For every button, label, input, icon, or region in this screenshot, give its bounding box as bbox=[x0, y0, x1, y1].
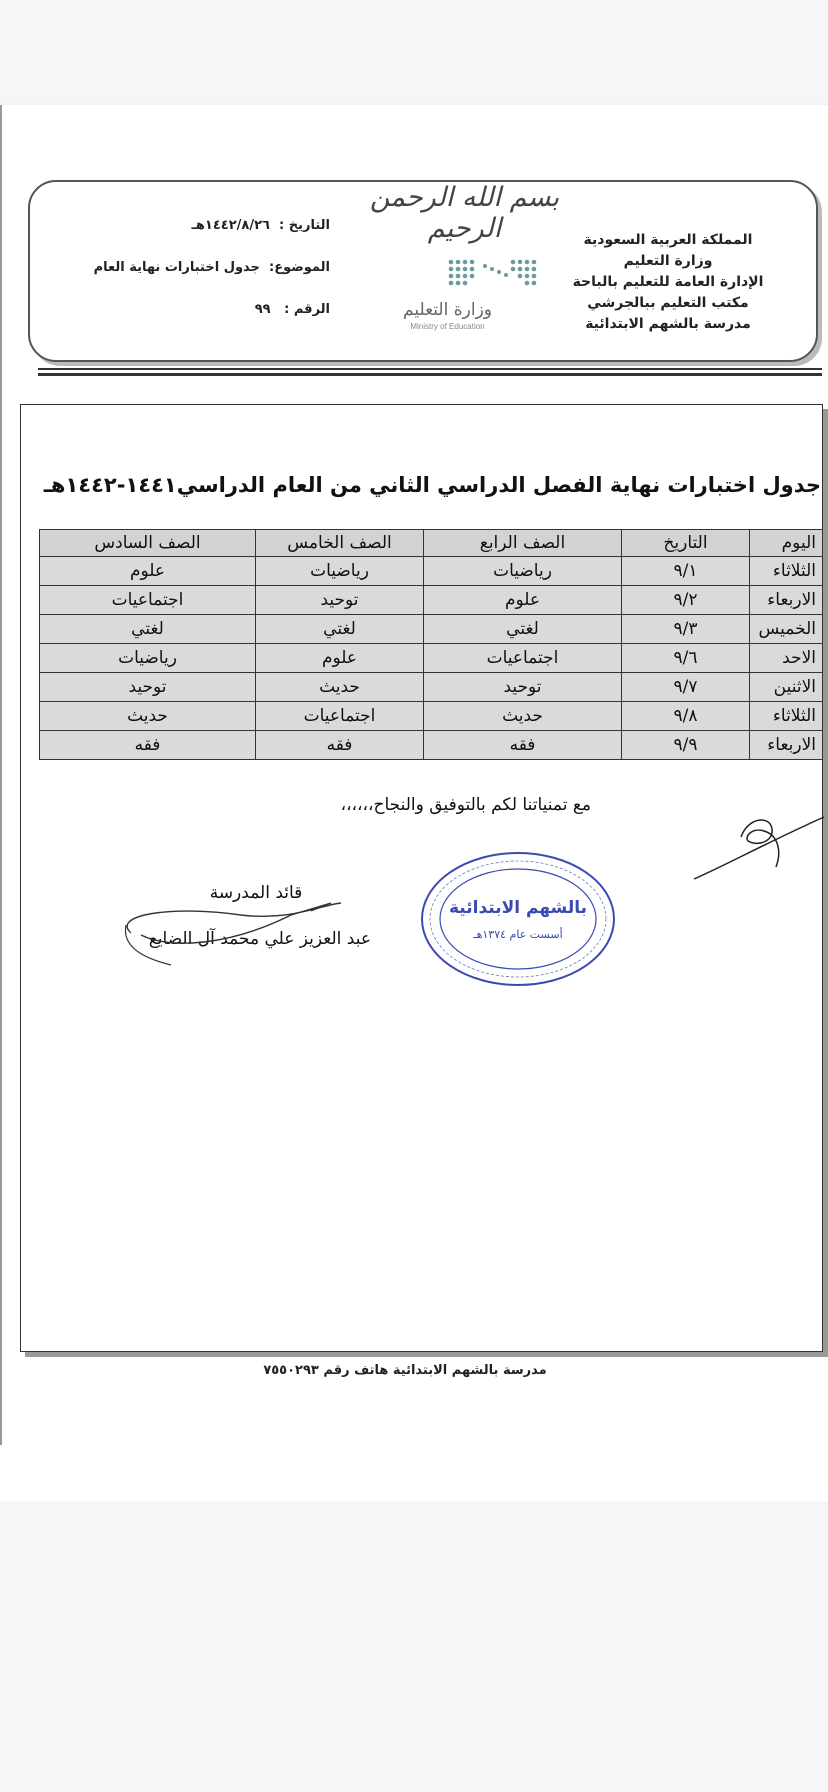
cell-grade6: فقه bbox=[40, 731, 256, 760]
date-row bbox=[90, 218, 330, 260]
date-label: التاريخ : bbox=[279, 218, 330, 233]
stamp-founded: أسست عام ١٣٧٤هـ bbox=[473, 928, 563, 941]
table-header-row bbox=[40, 530, 823, 557]
number-label: الرقم : bbox=[284, 302, 330, 317]
cell-grade6: اجتماعيات bbox=[40, 586, 256, 615]
cell-grade4: حديث bbox=[424, 702, 622, 731]
basmala: بسم الله الرحمن الرحيم bbox=[369, 182, 560, 244]
cell-grade5: رياضيات bbox=[256, 557, 424, 586]
divider bbox=[38, 368, 822, 370]
date-value: ١٤٤٢/٨/٢٦هـ bbox=[191, 218, 270, 233]
cell-date: ٩/٢ bbox=[622, 586, 750, 615]
letterhead-left bbox=[90, 218, 330, 344]
stamp-ring-icon bbox=[419, 850, 617, 988]
cell-grade5: اجتماعيات bbox=[256, 702, 424, 731]
principal-signature-icon bbox=[101, 875, 361, 980]
letterhead bbox=[28, 180, 818, 362]
ministry-name-arabic: وزارة التعليم bbox=[403, 300, 492, 320]
cell-grade5: علوم bbox=[256, 644, 424, 673]
cell-grade4: علوم bbox=[424, 586, 622, 615]
column-header-grade6: الصف السادس bbox=[40, 530, 256, 557]
cell-date: ٩/٣ bbox=[622, 615, 750, 644]
school-line: مدرسة بالشهم الابتدائية bbox=[585, 316, 751, 332]
directorate-line: الإدارة العامة للتعليم بالباحة bbox=[572, 274, 764, 290]
cell-grade4: رياضيات bbox=[424, 557, 622, 586]
table-row bbox=[40, 644, 823, 673]
initials-signature-icon bbox=[686, 797, 826, 887]
cell-date: ٩/٧ bbox=[622, 673, 750, 702]
cell-day: الاربعاء bbox=[750, 731, 823, 760]
ministry-name-english: Ministry of Education bbox=[410, 322, 485, 331]
table-row bbox=[40, 557, 823, 586]
table-row bbox=[40, 731, 823, 760]
cell-grade4: لغتي bbox=[424, 615, 622, 644]
cell-grade4: فقه bbox=[424, 731, 622, 760]
cell-date: ٩/٩ bbox=[622, 731, 750, 760]
content-frame bbox=[20, 404, 823, 1352]
page-edge bbox=[0, 105, 2, 1445]
cell-day: الثلاثاء bbox=[750, 557, 823, 586]
cell-grade5: لغتي bbox=[256, 615, 424, 644]
cell-date: ٩/٨ bbox=[622, 702, 750, 731]
country-line: المملكة العربية السعودية bbox=[583, 232, 753, 248]
cell-grade4: توحيد bbox=[424, 673, 622, 702]
cell-grade6: لغتي bbox=[40, 615, 256, 644]
document-title: جدول اختبارات نهاية الفصل الدراسي الثاني من العام الدراسي١٤٤١-١٤٤٢هـ bbox=[43, 473, 821, 497]
stamp-school-name: بالشهم الابتدائية bbox=[448, 898, 587, 918]
principal-title: قائد المدرسة bbox=[209, 883, 303, 903]
cell-day: الاحد bbox=[750, 644, 823, 673]
cell-day: الخميس bbox=[750, 615, 823, 644]
ministry-logo-icon bbox=[445, 256, 545, 290]
divider bbox=[38, 373, 822, 376]
subject-label: الموضوع: bbox=[269, 260, 330, 275]
table-row bbox=[40, 615, 823, 644]
cell-grade4: اجتماعيات bbox=[424, 644, 622, 673]
subject-value: جدول اختبارات نهاية العام bbox=[93, 260, 260, 275]
cell-grade5: فقه bbox=[256, 731, 424, 760]
cell-grade5: حديث bbox=[256, 673, 424, 702]
table-row bbox=[40, 702, 823, 731]
column-header-grade4: الصف الرابع bbox=[424, 530, 622, 557]
principal-name: عبد العزيز علي محمد آل الضايع bbox=[148, 929, 371, 949]
cell-day: الاربعاء bbox=[750, 586, 823, 615]
ministry-line: وزارة التعليم bbox=[623, 253, 713, 269]
subject-row bbox=[90, 260, 330, 302]
cell-day: الاثنين bbox=[750, 673, 823, 702]
number-value: ٩٩ bbox=[254, 302, 271, 317]
cell-grade6: حديث bbox=[40, 702, 256, 731]
exam-schedule-table bbox=[39, 529, 823, 760]
cell-grade6: توحيد bbox=[40, 673, 256, 702]
school-stamp bbox=[419, 850, 617, 988]
column-header-grade5: الصف الخامس bbox=[256, 530, 424, 557]
column-header-date: التاريخ bbox=[622, 530, 750, 557]
cell-day: الثلاثاء bbox=[750, 702, 823, 731]
column-header-day: اليوم bbox=[750, 530, 823, 557]
office-line: مكتب التعليم ببالجرشي bbox=[587, 295, 749, 311]
cell-date: ٩/١ bbox=[622, 557, 750, 586]
table-row bbox=[40, 586, 823, 615]
cell-date: ٩/٦ bbox=[622, 644, 750, 673]
closing-wishes: مع تمنياتنا لكم بالتوفيق والنجاح،،،،،، bbox=[340, 795, 591, 815]
cell-grade6: علوم bbox=[40, 557, 256, 586]
cell-grade6: رياضيات bbox=[40, 644, 256, 673]
letterhead-right bbox=[568, 230, 768, 335]
cell-grade5: توحيد bbox=[256, 586, 424, 615]
table-row bbox=[40, 673, 823, 702]
page-footer: مدرسة بالشهم الابتدائية هاتف رقم ٧٥٥٠٢٩٣ bbox=[263, 1363, 547, 1378]
number-row bbox=[90, 302, 330, 344]
document-page bbox=[0, 105, 828, 1502]
